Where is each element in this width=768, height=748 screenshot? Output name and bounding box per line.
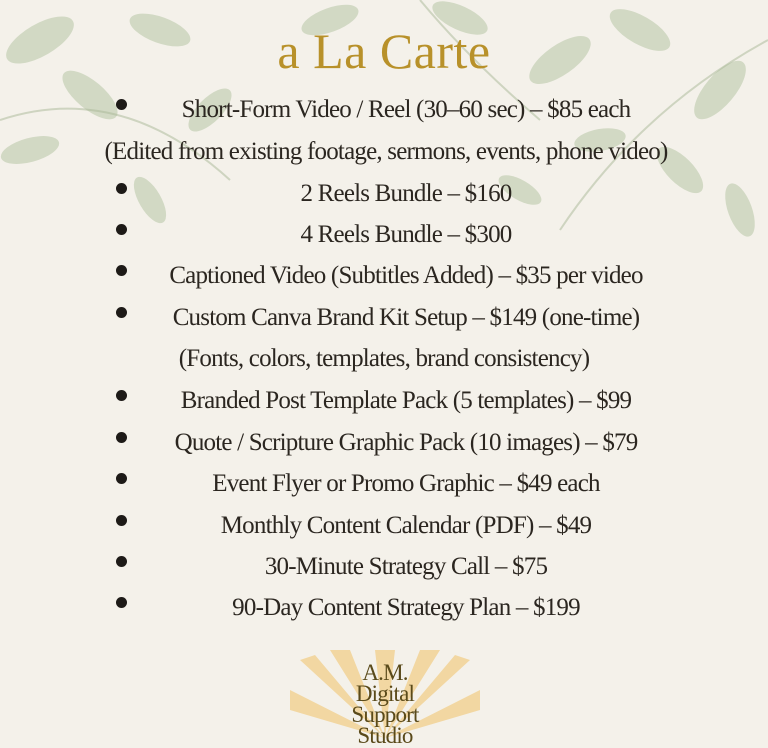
item-text: Captioned Video (Subtitles Added) – $35 per video	[169, 262, 643, 289]
item-text: 4 Reels Bundle – $300	[300, 221, 512, 248]
item-note: (Edited from existing footage, sermons, events, phone video)	[104, 138, 668, 165]
list-item	[0, 547, 768, 587]
list-item	[0, 588, 768, 628]
item-text: Custom Canva Brand Kit Setup – $149 (one-time)	[172, 304, 640, 331]
page-title: a La Carte	[277, 23, 491, 79]
list-item	[0, 298, 768, 338]
list-item	[0, 256, 768, 296]
brand-logo	[290, 650, 480, 748]
item-text: 90-Day Content Strategy Plan – $199	[232, 594, 580, 621]
list-item	[0, 381, 768, 421]
item-text: Short-Form Video / Reel (30–60 sec) – $85 each	[181, 96, 631, 123]
list-item	[0, 464, 768, 504]
item-text: Quote / Scripture Graphic Pack (10 images) – $79	[174, 429, 638, 456]
logo-line: Support	[351, 702, 419, 727]
list-item	[0, 423, 768, 463]
logo-line: Studio	[357, 723, 413, 748]
item-text: Monthly Content Calendar (PDF) – $49	[220, 512, 592, 539]
item-text: Event Flyer or Promo Graphic – $49 each	[212, 470, 600, 497]
item-text: Branded Post Template Pack (5 templates) – $99	[180, 387, 632, 414]
logo-line: A.M.	[362, 660, 408, 685]
list-item	[0, 90, 768, 130]
item-text: 30-Minute Strategy Call – $75	[264, 553, 548, 580]
list-item	[0, 174, 768, 214]
list-item	[0, 215, 768, 255]
item-text: 2 Reels Bundle – $160	[300, 180, 512, 207]
list-item	[0, 506, 768, 546]
logo-line: Digital	[355, 681, 415, 706]
item-note: (Fonts, colors, templates, brand consistency)	[178, 345, 590, 372]
